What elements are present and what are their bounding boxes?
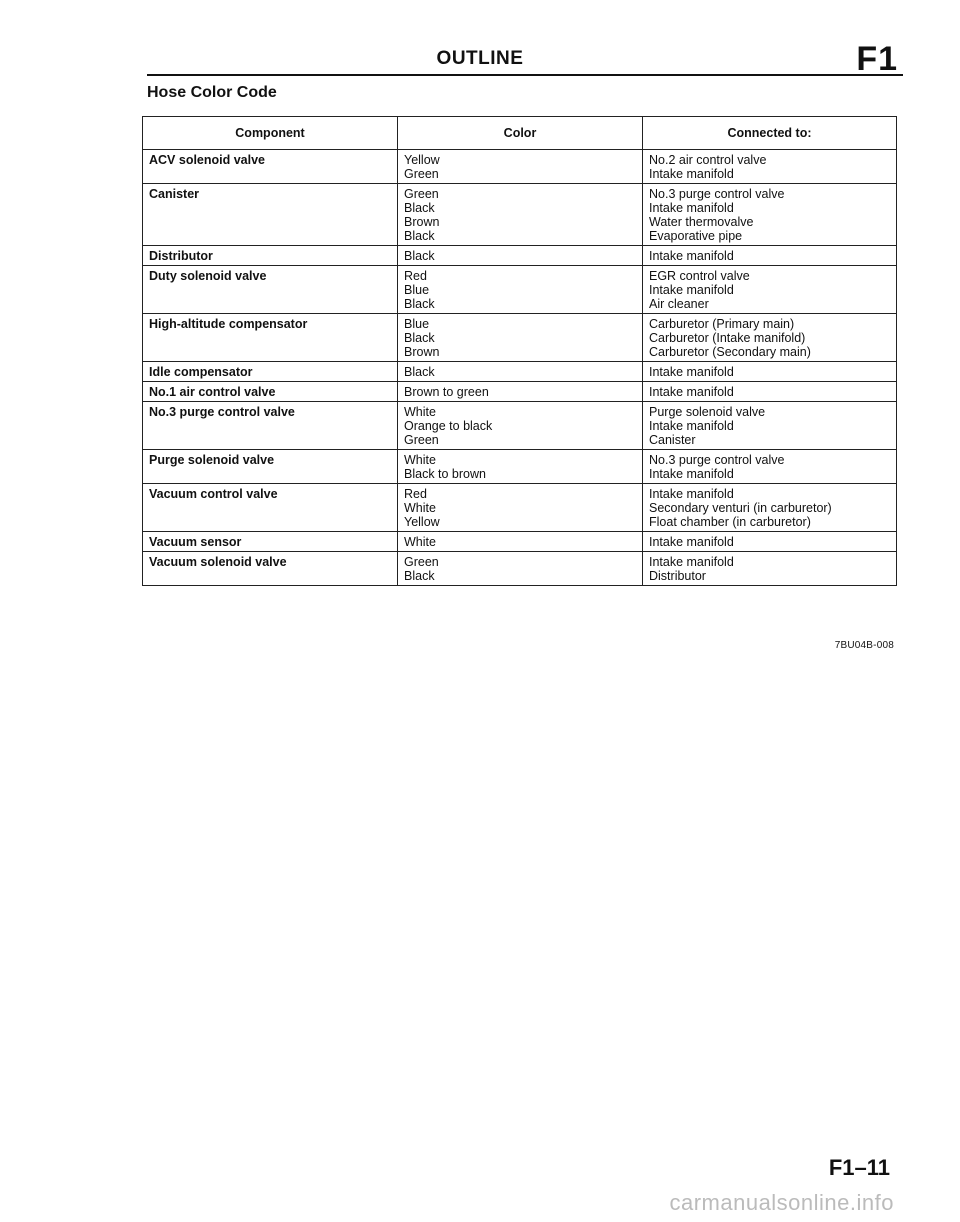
table-row [143,246,897,266]
color-cell [398,450,643,484]
column-header-connected: Connected to: [643,117,897,150]
connection-target: Intake manifold [649,487,734,501]
component-cell: Distributor [143,246,398,266]
section-title: Hose Color Code [147,84,277,101]
hose-color: Green [404,167,439,181]
hose-color: Black to brown [404,467,486,481]
section-code: F1 [856,40,898,78]
hose-color: Green [404,555,439,569]
component-cell: Vacuum solenoid valve [143,552,398,586]
connected-cell [643,484,897,532]
hose-color: White [404,501,436,515]
column-header-component: Component [143,117,398,150]
table-row [143,150,897,184]
connection-target: Water thermovalve [649,215,754,229]
connection-target: Intake manifold [649,419,734,433]
color-cell [398,314,643,362]
component-cell: Duty solenoid valve [143,266,398,314]
color-cell [398,150,643,184]
connection-target: Intake manifold [649,555,734,569]
hose-color: Blue [404,317,430,331]
hose-color: Yellow [404,515,440,529]
table-row [143,314,897,362]
connection-target: No.2 air control valve [649,153,767,167]
component-cell: No.3 purge control valve [143,402,398,450]
hose-color: Green [404,433,439,447]
connection-target: Distributor [649,569,706,583]
table-row [143,184,897,246]
hose-color: Black [404,365,435,379]
connection-target: Secondary venturi (in carburetor) [649,501,832,515]
table-row [143,382,897,402]
connection-target: Intake manifold [649,535,734,549]
color-cell [398,246,643,266]
hose-color: Brown [404,345,440,359]
hose-color: Black [404,249,435,263]
watermark: carmanualsonline.info [669,1190,894,1215]
connection-target: Intake manifold [649,249,734,263]
color-cell [398,402,643,450]
hose-color: Red [404,269,427,283]
hose-color: Brown to green [404,385,489,399]
component-cell: Vacuum sensor [143,532,398,552]
connection-target: Canister [649,433,696,447]
color-cell [398,362,643,382]
hose-color: Green [404,187,439,201]
hose-color: White [404,453,436,467]
connected-cell [643,150,897,184]
connection-target: EGR control valve [649,269,750,283]
color-cell [398,532,643,552]
hose-color: White [404,535,436,549]
connected-cell [643,266,897,314]
hose-color: Yellow [404,153,440,167]
connection-target: Intake manifold [649,365,734,379]
hose-color-table [142,116,897,586]
connection-target: No.3 purge control valve [649,187,785,201]
connection-target: No.3 purge control valve [649,453,785,467]
page-number: F1–11 [828,1155,890,1180]
hose-color: Black [404,229,435,243]
component-cell: Canister [143,184,398,246]
connection-target: Purge solenoid valve [649,405,766,419]
connection-target: Intake manifold [649,283,734,297]
hose-color: Black [404,569,435,583]
table-row [143,532,897,552]
component-cell: Purge solenoid valve [143,450,398,484]
color-cell [398,266,643,314]
table-row [143,266,897,314]
connected-cell [643,184,897,246]
header-rule [147,74,903,76]
column-header-color: Color [398,117,643,150]
connected-cell [643,532,897,552]
connection-target: Carburetor (Secondary main) [649,345,811,359]
page-header-title: OUTLINE [436,48,524,69]
table-row [143,450,897,484]
connected-cell [643,382,897,402]
color-cell [398,484,643,532]
table-row [143,362,897,382]
component-cell: Vacuum control valve [143,484,398,532]
color-cell [398,552,643,586]
connected-cell [643,552,897,586]
hose-color: White [404,405,436,419]
component-cell: Idle compensator [143,362,398,382]
color-cell [398,382,643,402]
connection-target: Intake manifold [649,467,734,481]
table-row [143,484,897,532]
hose-color: Black [404,201,435,215]
connected-cell [643,450,897,484]
connection-target: Float chamber (in carburetor) [649,515,811,529]
connection-target: Intake manifold [649,167,734,181]
hose-color: Brown [404,215,440,229]
component-cell: ACV solenoid valve [143,150,398,184]
connection-target: Carburetor (Intake manifold) [649,331,806,345]
connection-target: Intake manifold [649,385,734,399]
hose-color: Black [404,297,435,311]
table-body [143,150,897,586]
hose-color: Blue [404,283,430,297]
connected-cell [643,402,897,450]
table-row [143,402,897,450]
color-cell [398,184,643,246]
component-cell: High-altitude compensator [143,314,398,362]
connected-cell [643,314,897,362]
hose-color: Black [404,331,435,345]
connection-target: Evaporative pipe [649,229,743,243]
connected-cell [643,362,897,382]
table-row [143,552,897,586]
connection-target: Carburetor (Primary main) [649,317,795,331]
hose-color: Red [404,487,427,501]
connected-cell [643,246,897,266]
component-cell: No.1 air control valve [143,382,398,402]
connection-target: Air cleaner [649,297,709,311]
hose-color: Orange to black [404,419,493,433]
table-header-row [143,117,897,150]
figure-code: 7BU04B-008 [834,640,894,651]
connection-target: Intake manifold [649,201,734,215]
